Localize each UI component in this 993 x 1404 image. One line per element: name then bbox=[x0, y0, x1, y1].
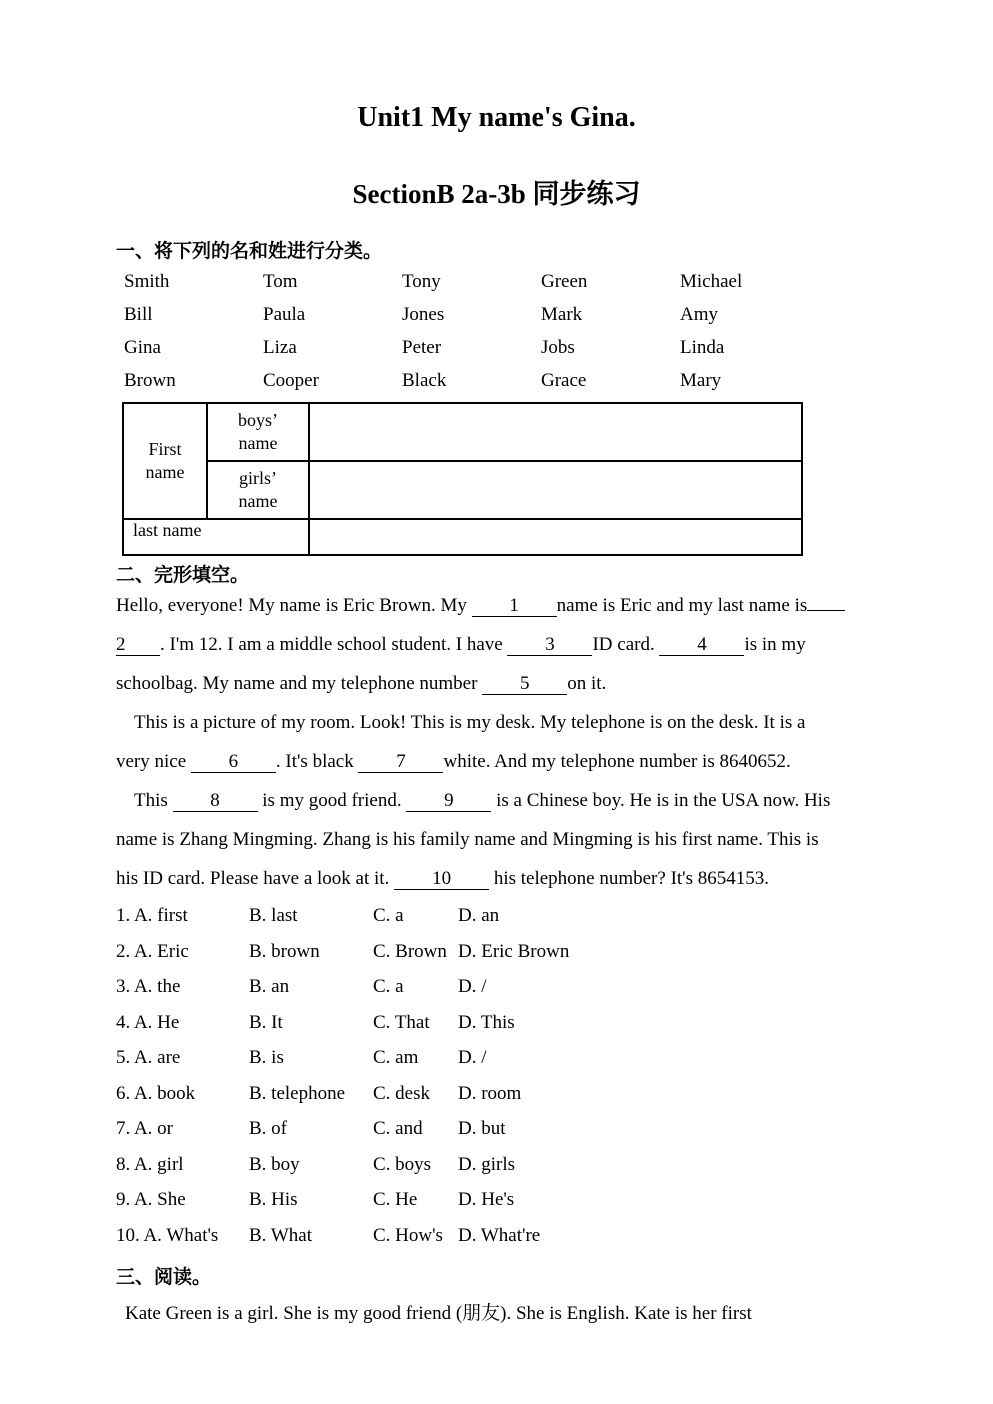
option[interactable]: C. How's bbox=[373, 1225, 443, 1246]
word: Gina bbox=[124, 337, 161, 358]
option[interactable]: B. brown bbox=[249, 941, 320, 962]
section1-heading: 一、将下列的名和姓进行分类。 bbox=[116, 241, 383, 262]
blank-4[interactable]: 4 bbox=[659, 635, 744, 656]
cloze-line: name is Zhang Mingming. Zhang is his family name and Mingming is his first name. This is bbox=[116, 829, 819, 850]
cloze-text: name is Eric and my last name is bbox=[556, 595, 808, 616]
cloze-line bbox=[116, 751, 791, 773]
page-subtitle: SectionB 2a-3b 同步练习 bbox=[352, 179, 641, 209]
option[interactable]: C. Brown bbox=[373, 941, 447, 962]
option[interactable]: D. / bbox=[458, 1047, 487, 1068]
cloze-line: This is a picture of my room. Look! This is my desk. My telephone is on the desk. It is a bbox=[134, 712, 806, 733]
option[interactable]: B. His bbox=[249, 1189, 298, 1210]
cloze-text: his ID card. Please have a look at it. bbox=[116, 868, 395, 889]
cloze-text: This bbox=[134, 790, 173, 811]
cloze-text: is my good friend. bbox=[257, 790, 407, 811]
word: Black bbox=[402, 370, 447, 391]
cloze-text: schoolbag. My name and my telephone number bbox=[116, 673, 483, 694]
option[interactable]: D. room bbox=[458, 1083, 522, 1104]
cloze-text: very nice bbox=[116, 751, 191, 772]
last-name-answer[interactable] bbox=[309, 519, 802, 555]
option[interactable]: 7. A. or bbox=[116, 1118, 173, 1139]
word: Green bbox=[541, 271, 588, 292]
option[interactable]: D. girls bbox=[458, 1154, 515, 1175]
blank-9[interactable]: 9 bbox=[406, 791, 491, 812]
option[interactable]: C. am bbox=[373, 1047, 419, 1068]
option[interactable]: 9. A. She bbox=[116, 1189, 186, 1210]
classification-table bbox=[122, 402, 803, 556]
blank-10[interactable]: 10 bbox=[394, 869, 489, 890]
word: Liza bbox=[263, 337, 297, 358]
cloze-line bbox=[134, 790, 830, 812]
cloze-line bbox=[116, 595, 845, 617]
girls-name-cell bbox=[207, 461, 309, 519]
cloze-text: white. And my telephone number is 8640652. bbox=[443, 751, 791, 772]
option[interactable]: 10. A. What's bbox=[116, 1225, 219, 1246]
blank-8[interactable]: 8 bbox=[173, 791, 258, 812]
option[interactable]: C. He bbox=[373, 1189, 418, 1210]
option[interactable]: 4. A. He bbox=[116, 1012, 180, 1033]
option[interactable]: C. That bbox=[373, 1012, 430, 1033]
blank-1[interactable]: 1 bbox=[472, 596, 557, 617]
last-name-label: last name bbox=[133, 520, 202, 540]
blank-2-start[interactable] bbox=[807, 610, 845, 611]
option[interactable]: B. boy bbox=[249, 1154, 300, 1175]
option[interactable]: B. telephone bbox=[249, 1083, 346, 1104]
option[interactable]: D. an bbox=[458, 905, 500, 926]
option[interactable]: 3. A. the bbox=[116, 976, 181, 997]
option[interactable]: B. last bbox=[249, 905, 298, 926]
boys-name-cell bbox=[207, 403, 309, 461]
word: Amy bbox=[680, 304, 718, 325]
option[interactable]: C. and bbox=[373, 1118, 423, 1139]
option[interactable]: D. What're bbox=[458, 1225, 541, 1246]
word: Tom bbox=[263, 271, 298, 292]
cloze-line bbox=[116, 673, 606, 695]
boys-name-answer[interactable] bbox=[309, 403, 802, 461]
option[interactable]: B. is bbox=[249, 1047, 284, 1068]
word: Jobs bbox=[541, 337, 575, 358]
option[interactable]: B. of bbox=[249, 1118, 287, 1139]
page-title: Unit1 My name's Gina. bbox=[357, 102, 636, 133]
word: Mark bbox=[541, 304, 583, 325]
word: Paula bbox=[263, 304, 306, 325]
cloze-text: Hello, everyone! My name is Eric Brown. My bbox=[116, 595, 472, 616]
word: Tony bbox=[402, 271, 441, 292]
cloze-text: . It's black bbox=[275, 751, 359, 772]
option[interactable]: D. / bbox=[458, 976, 487, 997]
option[interactable]: D. but bbox=[458, 1118, 506, 1139]
option[interactable]: C. a bbox=[373, 905, 404, 926]
section2-heading: 二、完形填空。 bbox=[116, 565, 250, 586]
blank-6[interactable]: 6 bbox=[191, 752, 276, 773]
cloze-text: on it. bbox=[567, 673, 607, 694]
option[interactable]: B. What bbox=[249, 1225, 312, 1246]
word: Bill bbox=[124, 304, 153, 325]
word: Cooper bbox=[263, 370, 319, 391]
section3-heading: 三、阅读。 bbox=[116, 1267, 212, 1288]
word: Peter bbox=[402, 337, 442, 358]
cloze-text: is a Chinese boy. He is in the USA now. His bbox=[491, 790, 831, 811]
option[interactable]: 1. A. first bbox=[116, 905, 188, 926]
cloze-text: his telephone number? It's 8654153. bbox=[489, 868, 769, 889]
option[interactable]: B. It bbox=[249, 1012, 283, 1033]
word: Brown bbox=[124, 370, 176, 391]
option[interactable]: C. desk bbox=[373, 1083, 430, 1104]
cloze-line bbox=[116, 634, 806, 656]
first-name-cell bbox=[123, 403, 207, 519]
boys-name-label: boys’ name bbox=[238, 410, 278, 453]
blank-7[interactable]: 7 bbox=[358, 752, 443, 773]
word: Michael bbox=[680, 271, 743, 292]
word: Grace bbox=[541, 370, 587, 391]
option[interactable]: 6. A. book bbox=[116, 1083, 196, 1104]
word: Jones bbox=[402, 304, 445, 325]
first-name-label: First name bbox=[145, 439, 185, 482]
last-name-cell bbox=[123, 519, 309, 555]
cloze-text: ID card. bbox=[592, 634, 660, 655]
option[interactable]: D. He's bbox=[458, 1189, 515, 1210]
option[interactable]: D. This bbox=[458, 1012, 515, 1033]
option[interactable]: 2. A. Eric bbox=[116, 941, 189, 962]
girls-name-answer[interactable] bbox=[309, 461, 802, 519]
option[interactable]: B. an bbox=[249, 976, 290, 997]
reading-text: Kate Green is a girl. She is my good friend (朋友). She is English. Kate is her first bbox=[125, 1303, 752, 1324]
word: Smith bbox=[124, 271, 170, 292]
cloze-line bbox=[116, 868, 769, 890]
option[interactable]: 5. A. are bbox=[116, 1047, 181, 1068]
word: Mary bbox=[680, 370, 722, 391]
option[interactable]: C. a bbox=[373, 976, 404, 997]
word: Linda bbox=[680, 337, 725, 358]
girls-name-label: girls’ name bbox=[238, 468, 278, 511]
cloze-text: . I'm 12. I am a middle school student. I have bbox=[160, 634, 508, 655]
option[interactable]: D. Eric Brown bbox=[458, 941, 570, 962]
blank-2[interactable]: 2 bbox=[116, 635, 160, 656]
blank-3[interactable]: 3 bbox=[507, 635, 592, 656]
option[interactable]: C. boys bbox=[373, 1154, 432, 1175]
blank-5[interactable]: 5 bbox=[482, 674, 567, 695]
option[interactable]: 8. A. girl bbox=[116, 1154, 184, 1175]
cloze-text: is in my bbox=[744, 634, 806, 655]
